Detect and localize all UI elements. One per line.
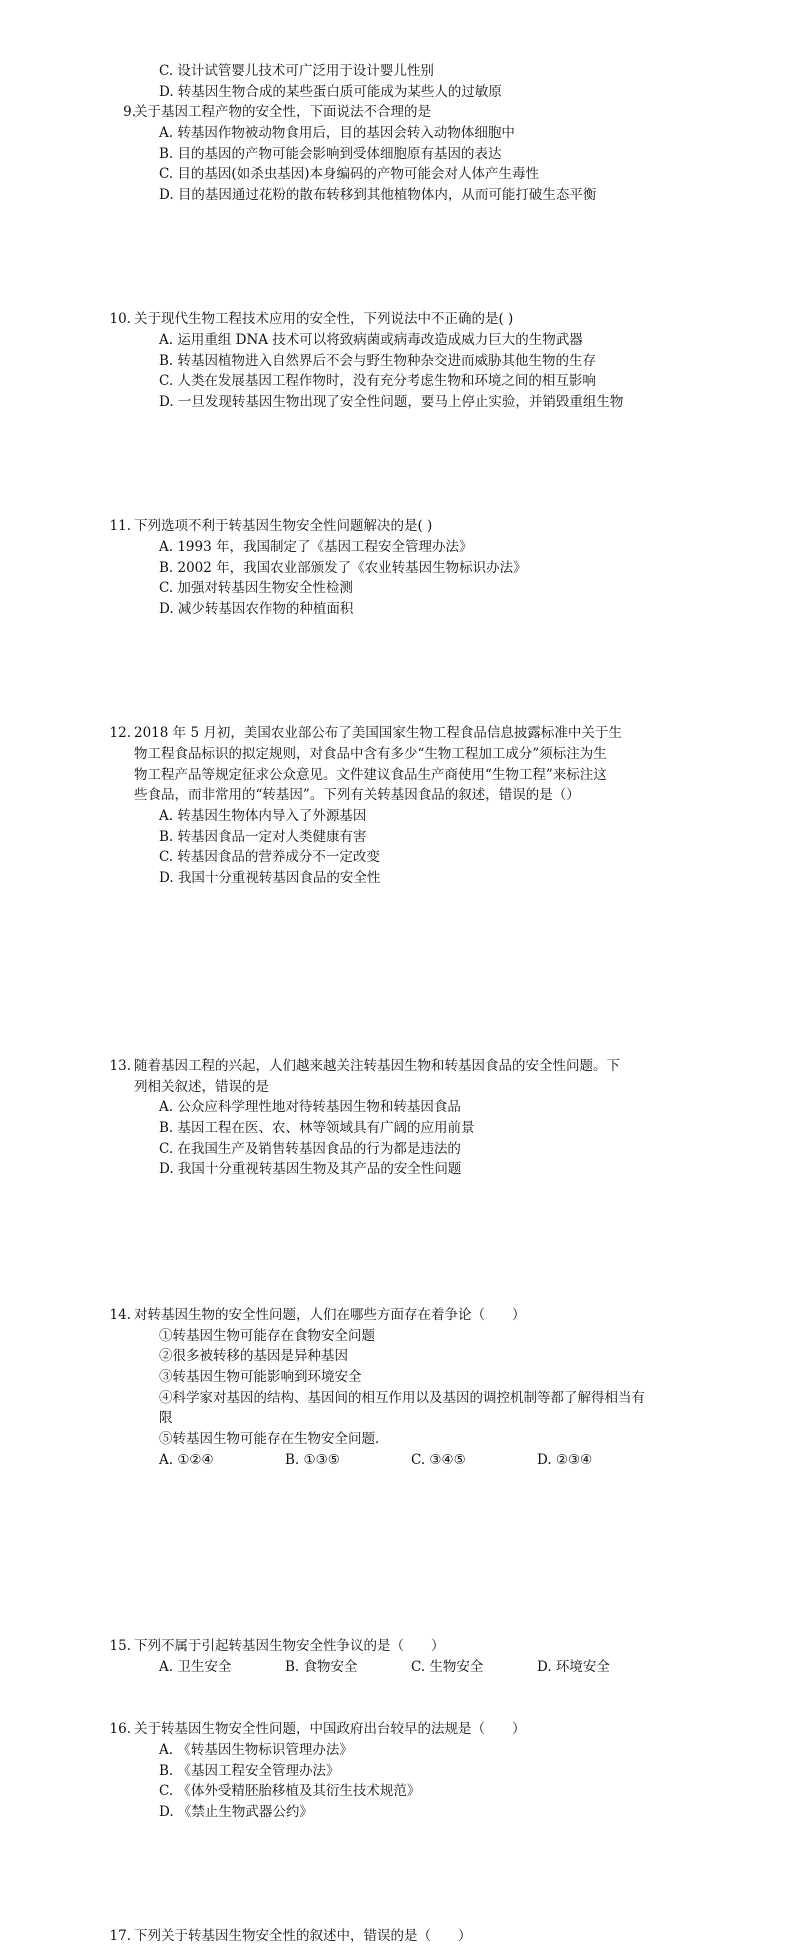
question-stem: 关于基因工程产物的安全性，下面说法不合理的是 [134,104,431,121]
option-b: B. 转基因食品一定对人类健康有害 [159,828,367,845]
question-13 [109,1056,664,1180]
option-d: D. 《禁止生物武器公约》 [159,1804,313,1821]
question-14 [109,1305,664,1471]
question-stem: 关于转基因生物安全性问题，中国政府出台较早的法规是（ ） [134,1721,526,1738]
option-a: A. 转基因作物被动物食用后，目的基因会转入动物体细胞中 [159,125,515,142]
question-17 [109,1926,664,1947]
option-b: B. 2002 年，我国农业部颁发了《农业转基因生物标识办法》 [159,559,527,576]
option-a: A. 运用重组 DNA 技术可以将致病菌或病毒改造成威力巨大的生物武器 [159,332,583,349]
question-number: 9. [123,104,136,121]
statement-4: ④科学家对基因的结构、基因间的相互作用以及基因的调控机制等都了解得相当有 [159,1389,645,1406]
choices-row [134,1657,664,1678]
question-stem-line: 列相关叙述，错误的是 [134,1078,269,1095]
question-15 [109,1636,664,1677]
question-stem: 下列不属于引起转基因生物安全性争议的是（ ） [134,1638,445,1655]
option-c: C. 目的基因(如杀虫基因)本身编码的产物可能会对人体产生毒性 [159,166,539,183]
question-stem-line: 物工程产品等规定征求公众意见。文件建议食品生产商使用“生物工程”来标注这 [134,766,607,783]
option-a: A. 转基因生物体内导入了外源基因 [159,807,367,824]
option-b: B. 《基因工程安全管理办法》 [159,1762,340,1779]
question-number: 14. [109,1306,131,1323]
option-c: C. 设计试管婴儿技术可广泛用于设计婴儿性别 [159,63,434,79]
choice-d: D. ②③④ [537,1451,593,1468]
question-stem-line: 物工程食品标识的拟定规则，对食品中含有多少“生物工程加工成分”须标注为生 [134,745,607,762]
question-9 [123,102,664,205]
option-d: D. 减少转基因农作物的种植面积 [159,601,354,618]
option-b: B. 目的基因的产物可能会影响到受体细胞原有基因的表达 [159,145,502,162]
question-12 [109,723,664,889]
option-c: C. 人类在发展基因工程作物时，没有充分考虑生物和环境之间的相互影响 [159,373,596,390]
question-number: 11. [109,518,131,535]
question-number: 12. [109,725,131,742]
question-16 [109,1719,664,1822]
question-stem: 下列选项不利于转基因生物安全性问题解决的是( ) [134,518,433,535]
option-d: D. 目的基因通过花粉的散布转移到其他植物体内，从而可能打破生态平衡 [159,187,597,204]
option-c: C. 转基因食品的营养成分不一定改变 [159,849,380,866]
option-c: C. 加强对转基因生物安全性检测 [159,580,353,597]
statement-5: ⑤转基因生物可能存在生物安全问题． [159,1431,389,1448]
choice-d: D. 环境安全 [537,1659,610,1676]
question-stem-line: 2018 年 5 月初，美国农业部公布了美国国家生物工程食品信息披露标准中关于生 [134,725,622,742]
question-number: 16. [109,1721,131,1738]
choice-b: B. 食物安全 [285,1659,358,1676]
option-d: D. 我国十分重视转基因生物及其产品的安全性问题 [159,1161,462,1178]
choice-c: C. ③④⑤ [411,1451,466,1468]
option-d: D. 转基因生物合成的某些蛋白质可能成为某些人的过敏原 [159,83,502,100]
option-a: A. 1993 年，我国制定了《基因工程安全管理办法》 [159,538,473,555]
question-stem-line: 些食品，而非常用的“转基因”。下列有关转基因食品的叙述，错误的是（） [134,787,580,804]
option-d: D. 一旦发现转基因生物出现了安全性问题，要马上停止实验，并销毁重组生物 [159,394,624,411]
choice-a: A. 卫生安全 [159,1659,232,1676]
choice-b: B. ①③⑤ [285,1451,340,1468]
option-b: B. 转基因植物进入自然界后不会与野生物种杂交进而威胁其他生物的生存 [159,352,597,369]
choices-row [134,1450,664,1471]
question-11 [109,516,664,619]
statement-4-cont: 限 [159,1410,173,1427]
option-a: A. 公众应科学理性地对待转基因生物和转基因食品 [159,1099,461,1116]
question-10 [109,309,664,412]
question-stem-line: 随着基因工程的兴起，人们越来越关注转基因生物和转基因食品的安全性问题。下 [134,1057,620,1074]
option-c: C. 《体外受精胚胎移植及其衍生技术规范》 [159,1783,421,1800]
question-number: 15. [109,1638,131,1655]
option-d: D. 我国十分重视转基因食品的安全性 [159,870,381,887]
option-a: A. 《转基因生物标识管理办法》 [159,1742,353,1758]
choice-c: C. 生物安全 [411,1659,484,1676]
question-stem: 下列关于转基因生物安全性的叙述中，错误的是（ ） [134,1928,472,1945]
choice-a: A. ①②④ [159,1451,214,1468]
option-b: B. 基因工程在医、农、林等领域具有广阔的应用前景 [159,1119,475,1136]
option-c: C. 在我国生产及销售转基因食品的行为都是违法的 [159,1140,461,1157]
statement-1: ①转基因生物可能存在食物安全问题 [159,1327,375,1344]
question-stem: 对转基因生物的安全性问题，人们在哪些方面存在着争论（ ） [134,1306,526,1323]
question-stem: 关于现代生物工程技术应用的安全性，下列说法中不正确的是( ) [134,311,514,328]
question-number: 17. [109,1928,131,1945]
question-number: 13. [109,1057,131,1074]
question-number: 10. [109,311,131,328]
statement-3: ③转基因生物可能影响到环境安全 [159,1369,362,1385]
prev-question-options [134,61,664,102]
statement-2: ②很多被转移的基因是异种基因 [159,1348,348,1365]
